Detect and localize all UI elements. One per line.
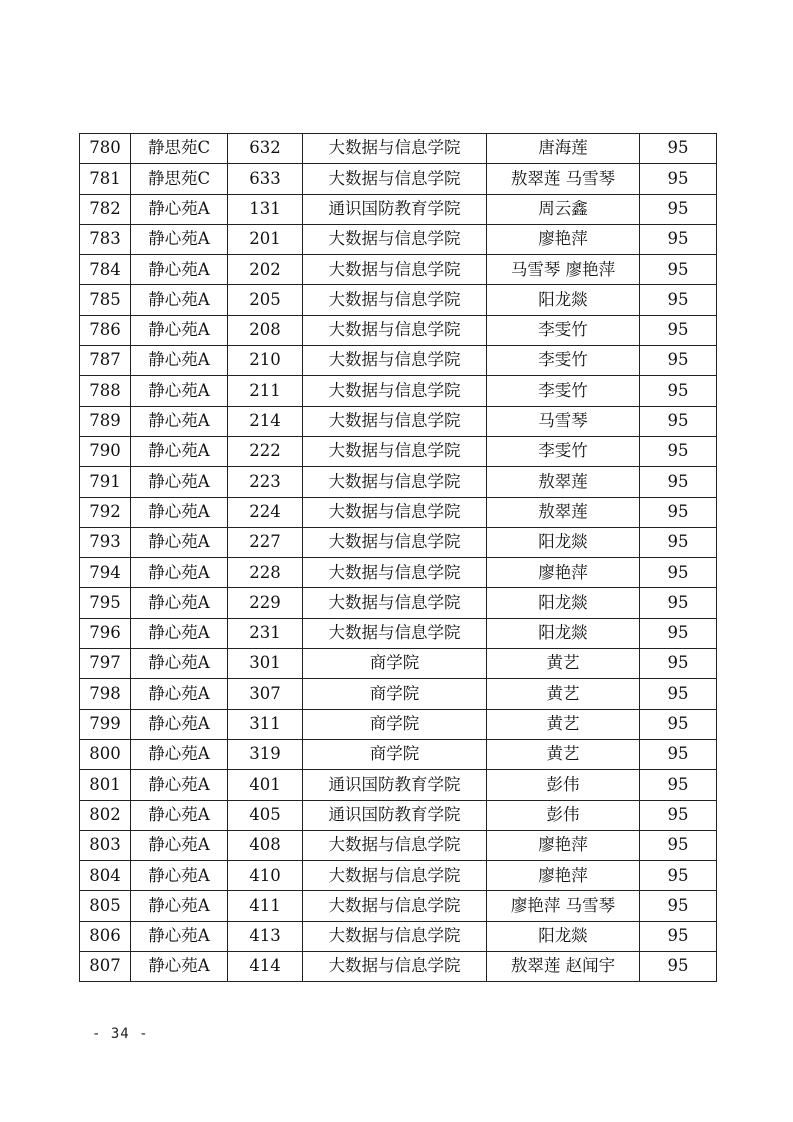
- score-cell: 95: [640, 164, 717, 194]
- building-cell: 静心苑A: [131, 861, 228, 891]
- table-row: [80, 649, 717, 679]
- staff-name-cell: 彭伟: [487, 770, 640, 800]
- staff-name-cell: 李雯竹: [487, 436, 640, 466]
- score-cell: 95: [640, 194, 717, 224]
- staff-name-cell: 敖翠莲: [487, 497, 640, 527]
- college-cell: 商学院: [303, 649, 487, 679]
- row-index-cell: 795: [80, 588, 131, 618]
- college-cell: 通识国防教育学院: [303, 800, 487, 830]
- score-cell: 95: [640, 558, 717, 588]
- building-cell: 静心苑A: [131, 436, 228, 466]
- building-cell: 静心苑A: [131, 315, 228, 345]
- row-index-cell: 783: [80, 224, 131, 254]
- staff-name-cell: 阳龙燚: [487, 618, 640, 648]
- building-cell: 静心苑A: [131, 558, 228, 588]
- staff-name-cell: 廖艳萍: [487, 224, 640, 254]
- college-cell: 大数据与信息学院: [303, 406, 487, 436]
- row-index-cell: 788: [80, 376, 131, 406]
- row-index-cell: 786: [80, 315, 131, 345]
- score-cell: 95: [640, 861, 717, 891]
- room-number-cell: 414: [228, 952, 303, 982]
- score-cell: 95: [640, 285, 717, 315]
- building-cell: 静心苑A: [131, 467, 228, 497]
- building-cell: 静心苑A: [131, 679, 228, 709]
- college-cell: 商学院: [303, 679, 487, 709]
- score-cell: 95: [640, 134, 717, 164]
- score-cell: 95: [640, 436, 717, 466]
- college-cell: 商学院: [303, 739, 487, 769]
- table-row: [80, 285, 717, 315]
- score-cell: 95: [640, 315, 717, 345]
- room-number-cell: 224: [228, 497, 303, 527]
- row-index-cell: 794: [80, 558, 131, 588]
- score-cell: 95: [640, 618, 717, 648]
- score-cell: 95: [640, 770, 717, 800]
- room-number-cell: 205: [228, 285, 303, 315]
- table-row: [80, 346, 717, 376]
- row-index-cell: 791: [80, 467, 131, 497]
- row-index-cell: 796: [80, 618, 131, 648]
- room-number-cell: 211: [228, 376, 303, 406]
- score-cell: 95: [640, 709, 717, 739]
- staff-name-cell: 敖翠莲: [487, 467, 640, 497]
- score-cell: 95: [640, 406, 717, 436]
- row-index-cell: 806: [80, 921, 131, 951]
- table-row: [80, 224, 717, 254]
- building-cell: 静心苑A: [131, 285, 228, 315]
- room-number-cell: 319: [228, 739, 303, 769]
- college-cell: 大数据与信息学院: [303, 588, 487, 618]
- room-number-cell: 413: [228, 921, 303, 951]
- room-number-cell: 405: [228, 800, 303, 830]
- staff-name-cell: 李雯竹: [487, 315, 640, 345]
- college-cell: 大数据与信息学院: [303, 134, 487, 164]
- score-cell: 95: [640, 346, 717, 376]
- staff-name-cell: 周云鑫: [487, 194, 640, 224]
- row-index-cell: 780: [80, 134, 131, 164]
- college-cell: 通识国防教育学院: [303, 194, 487, 224]
- room-number-cell: 227: [228, 527, 303, 557]
- college-cell: 大数据与信息学院: [303, 224, 487, 254]
- college-cell: 大数据与信息学院: [303, 830, 487, 860]
- room-number-cell: 210: [228, 346, 303, 376]
- college-cell: 大数据与信息学院: [303, 891, 487, 921]
- table-row: [80, 558, 717, 588]
- table-row: [80, 436, 717, 466]
- row-index-cell: 790: [80, 436, 131, 466]
- row-index-cell: 793: [80, 527, 131, 557]
- table-body: [80, 134, 717, 982]
- room-number-cell: 408: [228, 830, 303, 860]
- table-row: [80, 770, 717, 800]
- score-cell: 95: [640, 497, 717, 527]
- staff-name-cell: 廖艳萍 马雪琴: [487, 891, 640, 921]
- staff-name-cell: 阳龙燚: [487, 285, 640, 315]
- building-cell: 静心苑A: [131, 770, 228, 800]
- building-cell: 静思苑C: [131, 164, 228, 194]
- page-number: - 34 -: [92, 1026, 149, 1042]
- staff-name-cell: 彭伟: [487, 800, 640, 830]
- building-cell: 静心苑A: [131, 527, 228, 557]
- staff-name-cell: 李雯竹: [487, 376, 640, 406]
- row-index-cell: 798: [80, 679, 131, 709]
- building-cell: 静心苑A: [131, 709, 228, 739]
- table-row: [80, 467, 717, 497]
- college-cell: 大数据与信息学院: [303, 558, 487, 588]
- dormitory-score-table: [79, 133, 717, 982]
- row-index-cell: 802: [80, 800, 131, 830]
- room-number-cell: 632: [228, 134, 303, 164]
- staff-name-cell: 黄艺: [487, 709, 640, 739]
- score-cell: 95: [640, 376, 717, 406]
- room-number-cell: 131: [228, 194, 303, 224]
- college-cell: 大数据与信息学院: [303, 285, 487, 315]
- row-index-cell: 792: [80, 497, 131, 527]
- row-index-cell: 800: [80, 739, 131, 769]
- score-cell: 95: [640, 467, 717, 497]
- staff-name-cell: 黄艺: [487, 679, 640, 709]
- building-cell: 静心苑A: [131, 497, 228, 527]
- row-index-cell: 805: [80, 891, 131, 921]
- college-cell: 大数据与信息学院: [303, 436, 487, 466]
- staff-name-cell: 马雪琴: [487, 406, 640, 436]
- room-number-cell: 401: [228, 770, 303, 800]
- score-cell: 95: [640, 588, 717, 618]
- college-cell: 商学院: [303, 709, 487, 739]
- table-row: [80, 497, 717, 527]
- room-number-cell: 208: [228, 315, 303, 345]
- row-index-cell: 781: [80, 164, 131, 194]
- table-row: [80, 800, 717, 830]
- score-cell: 95: [640, 891, 717, 921]
- staff-name-cell: 敖翠莲 赵闻宇: [487, 952, 640, 982]
- staff-name-cell: 马雪琴 廖艳萍: [487, 255, 640, 285]
- building-cell: 静心苑A: [131, 891, 228, 921]
- table-row: [80, 406, 717, 436]
- room-number-cell: 222: [228, 436, 303, 466]
- score-cell: 95: [640, 739, 717, 769]
- building-cell: 静心苑A: [131, 952, 228, 982]
- room-number-cell: 301: [228, 649, 303, 679]
- table-row: [80, 709, 717, 739]
- table-row: [80, 164, 717, 194]
- score-cell: 95: [640, 679, 717, 709]
- building-cell: 静心苑A: [131, 618, 228, 648]
- room-number-cell: 228: [228, 558, 303, 588]
- college-cell: 大数据与信息学院: [303, 467, 487, 497]
- table-row: [80, 739, 717, 769]
- college-cell: 大数据与信息学院: [303, 255, 487, 285]
- building-cell: 静心苑A: [131, 800, 228, 830]
- building-cell: 静心苑A: [131, 255, 228, 285]
- college-cell: 大数据与信息学院: [303, 164, 487, 194]
- room-number-cell: 202: [228, 255, 303, 285]
- college-cell: 大数据与信息学院: [303, 497, 487, 527]
- building-cell: 静心苑A: [131, 921, 228, 951]
- staff-name-cell: 黄艺: [487, 739, 640, 769]
- row-index-cell: 803: [80, 830, 131, 860]
- room-number-cell: 311: [228, 709, 303, 739]
- college-cell: 大数据与信息学院: [303, 315, 487, 345]
- staff-name-cell: 黄艺: [487, 649, 640, 679]
- staff-name-cell: 敖翠莲 马雪琴: [487, 164, 640, 194]
- table-row: [80, 891, 717, 921]
- staff-name-cell: 阳龙燚: [487, 921, 640, 951]
- college-cell: 大数据与信息学院: [303, 618, 487, 648]
- row-index-cell: 797: [80, 649, 131, 679]
- table-row: [80, 588, 717, 618]
- table-row: [80, 921, 717, 951]
- building-cell: 静心苑A: [131, 194, 228, 224]
- table-row: [80, 861, 717, 891]
- room-number-cell: 307: [228, 679, 303, 709]
- table-row: [80, 255, 717, 285]
- row-index-cell: 799: [80, 709, 131, 739]
- row-index-cell: 789: [80, 406, 131, 436]
- room-number-cell: 223: [228, 467, 303, 497]
- staff-name-cell: 廖艳萍: [487, 861, 640, 891]
- row-index-cell: 785: [80, 285, 131, 315]
- score-cell: 95: [640, 800, 717, 830]
- college-cell: 大数据与信息学院: [303, 376, 487, 406]
- table-row: [80, 952, 717, 982]
- score-cell: 95: [640, 649, 717, 679]
- staff-name-cell: 李雯竹: [487, 346, 640, 376]
- table-row: [80, 376, 717, 406]
- table-row: [80, 679, 717, 709]
- college-cell: 大数据与信息学院: [303, 527, 487, 557]
- college-cell: 大数据与信息学院: [303, 952, 487, 982]
- room-number-cell: 231: [228, 618, 303, 648]
- room-number-cell: 201: [228, 224, 303, 254]
- staff-name-cell: 廖艳萍: [487, 558, 640, 588]
- score-cell: 95: [640, 224, 717, 254]
- building-cell: 静心苑A: [131, 649, 228, 679]
- row-index-cell: 807: [80, 952, 131, 982]
- table-row: [80, 315, 717, 345]
- building-cell: 静心苑A: [131, 376, 228, 406]
- table-row: [80, 134, 717, 164]
- staff-name-cell: 唐海莲: [487, 134, 640, 164]
- college-cell: 大数据与信息学院: [303, 921, 487, 951]
- room-number-cell: 214: [228, 406, 303, 436]
- college-cell: 通识国防教育学院: [303, 770, 487, 800]
- building-cell: 静心苑A: [131, 406, 228, 436]
- room-number-cell: 410: [228, 861, 303, 891]
- table-row: [80, 830, 717, 860]
- row-index-cell: 804: [80, 861, 131, 891]
- row-index-cell: 782: [80, 194, 131, 224]
- row-index-cell: 801: [80, 770, 131, 800]
- building-cell: 静心苑A: [131, 830, 228, 860]
- row-index-cell: 787: [80, 346, 131, 376]
- room-number-cell: 229: [228, 588, 303, 618]
- room-number-cell: 633: [228, 164, 303, 194]
- table-row: [80, 194, 717, 224]
- building-cell: 静思苑C: [131, 134, 228, 164]
- score-cell: 95: [640, 255, 717, 285]
- table-row: [80, 527, 717, 557]
- score-cell: 95: [640, 527, 717, 557]
- staff-name-cell: 阳龙燚: [487, 527, 640, 557]
- score-cell: 95: [640, 830, 717, 860]
- score-cell: 95: [640, 952, 717, 982]
- building-cell: 静心苑A: [131, 739, 228, 769]
- staff-name-cell: 阳龙燚: [487, 588, 640, 618]
- room-number-cell: 411: [228, 891, 303, 921]
- college-cell: 大数据与信息学院: [303, 861, 487, 891]
- score-cell: 95: [640, 921, 717, 951]
- row-index-cell: 784: [80, 255, 131, 285]
- building-cell: 静心苑A: [131, 588, 228, 618]
- staff-name-cell: 廖艳萍: [487, 830, 640, 860]
- college-cell: 大数据与信息学院: [303, 346, 487, 376]
- table-row: [80, 618, 717, 648]
- building-cell: 静心苑A: [131, 224, 228, 254]
- building-cell: 静心苑A: [131, 346, 228, 376]
